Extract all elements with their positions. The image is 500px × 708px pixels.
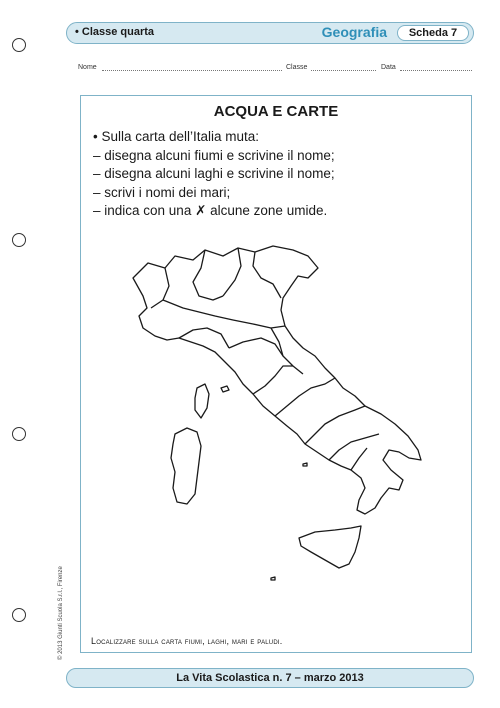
grade-label: • Classe quarta bbox=[75, 26, 155, 38]
subject-label: Geografia bbox=[321, 24, 387, 40]
region-border bbox=[163, 300, 285, 328]
instruction-line: – indica con una ✗ alcune zone umide. bbox=[93, 203, 328, 218]
sicily-outline bbox=[299, 526, 361, 568]
instruction-line: – scrivi i nomi dei mari; bbox=[93, 184, 231, 200]
region-border bbox=[305, 406, 365, 444]
island-elba bbox=[221, 386, 229, 392]
corsica-outline bbox=[195, 384, 209, 418]
italy-blank-map[interactable] bbox=[103, 238, 443, 598]
island-lampedusa bbox=[271, 577, 275, 580]
instruction-line: • Sulla carta dell’Italia muta: bbox=[93, 129, 260, 144]
sheet-badge: Scheda 7 bbox=[397, 25, 469, 41]
sardinia-outline bbox=[171, 428, 201, 504]
instruction-line: – disegna alcuni laghi e scrivine il nome; bbox=[93, 166, 335, 181]
header-bar bbox=[66, 22, 474, 44]
instruction-line: – disegna alcuni fiumi e scrivine il nome; bbox=[93, 147, 335, 163]
binder-hole-1 bbox=[12, 38, 26, 52]
region-border bbox=[253, 366, 293, 394]
date-label: Data bbox=[381, 64, 396, 71]
worksheet-title: ACQUA E CARTE bbox=[213, 103, 339, 120]
region-border bbox=[179, 328, 229, 348]
footer-bar: La Vita Scolastica n. 7 – marzo 2013 bbox=[66, 668, 474, 688]
binder-hole-4 bbox=[12, 608, 26, 622]
island-capri bbox=[303, 463, 307, 466]
region-border bbox=[351, 448, 367, 470]
date-field[interactable] bbox=[400, 70, 472, 71]
student-fields bbox=[78, 64, 472, 76]
mainland-outline bbox=[133, 246, 421, 514]
instructions bbox=[93, 128, 463, 221]
binder-hole-3 bbox=[12, 427, 26, 441]
binder-hole-2 bbox=[12, 233, 26, 247]
name-label: Nome bbox=[78, 64, 97, 71]
worksheet-frame bbox=[80, 95, 472, 653]
class-label: Classe bbox=[286, 64, 308, 71]
region-border bbox=[253, 252, 281, 298]
region-border bbox=[229, 338, 283, 356]
region-border bbox=[329, 434, 379, 460]
map-caption: Localizzare sulla carta fiumi, laghi, mari e paludi. bbox=[91, 636, 283, 646]
region-border bbox=[271, 328, 303, 374]
region-border bbox=[275, 378, 335, 416]
class-field[interactable] bbox=[311, 70, 376, 71]
name-field[interactable] bbox=[102, 70, 282, 71]
copyright-notice: © 2013 Giunti Scuola S.r.l., Firenze bbox=[58, 566, 64, 660]
region-border bbox=[193, 250, 223, 300]
